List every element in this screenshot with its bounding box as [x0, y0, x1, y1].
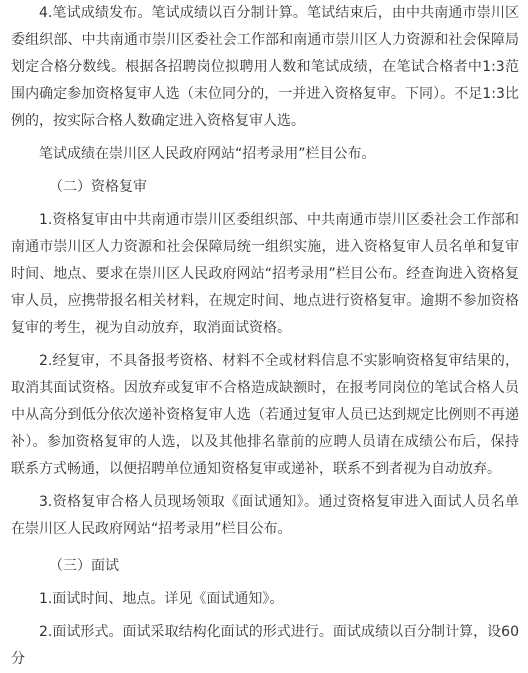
paragraph-interview-format: 2.面试形式。面试采取结构化面试的形式进行。面试成绩以百分制计算，设60分	[11, 624, 519, 667]
section-heading-qualification-review: （二）资格复审	[49, 179, 147, 195]
paragraph-written-exam-results: 4.笔试成绩发布。笔试成绩以百分制计算。笔试结束后，由中共南通市崇川区委组织部、中共南通市崇川区委社会工作部和南通市崇川区人力资源和社会保障局划定合格分数线。根据各招聘岗位拟聘用人数和笔试成绩，在笔试合格者中1:3范围内确定参加资格复审人选（末位同分的，一并进入资格复审。下同）。不足1:3比例的，按实际合格人数确定进入资格复审人选。	[11, 5, 519, 129]
document-body	[11, 0, 519, 673]
paragraph-interview-time-place: 1.面试时间、地点。详见《面试通知》。	[39, 591, 284, 607]
paragraph-results-publication: 笔试成绩在崇川区人民政府网站“招考录用”栏目公布。	[39, 146, 376, 162]
paragraph-review-organization: 1.资格复审由中共南通市崇川区委组织部、中共南通市崇川区委社会工作部和南通市崇川区人力资源和社会保障局统一组织实施，进入资格复审人员名单和复审时间、地点、要求在崇川区人民政府网站“招考录用”栏目公布。经查询进入资格复审人员，应携带报名相关材料，在规定时间、地点进行资格复审。逾期不参加资格复审的考生，视为自动放弃，取消面试资格。	[11, 212, 519, 336]
section-heading-interview: （三）面试	[49, 558, 119, 574]
paragraph-review-disqualification: 2.经复审，不具备报考资格、材料不全或材料信息不实影响资格复审结果的，取消其面试资格。因放弃或复审不合格造成缺额时，在报考同岗位的笔试合格人员中从高分到低分依次递补资格复审人选（若通过复审人员已达到规定比例则不再递补）。参加资格复审的人选，以及其他排名靠前的应聘人员请在成绩公布后，保持联系方式畅通，以便招聘单位通知资格复审或递补，联系不到者视为自动放弃。	[11, 353, 519, 477]
paragraph-interview-notice: 3.资格复审合格人员现场领取《面试通知》。通过资格复审进入面试人员名单在崇川区人民政府网站“招考录用”栏目公布。	[11, 494, 519, 537]
